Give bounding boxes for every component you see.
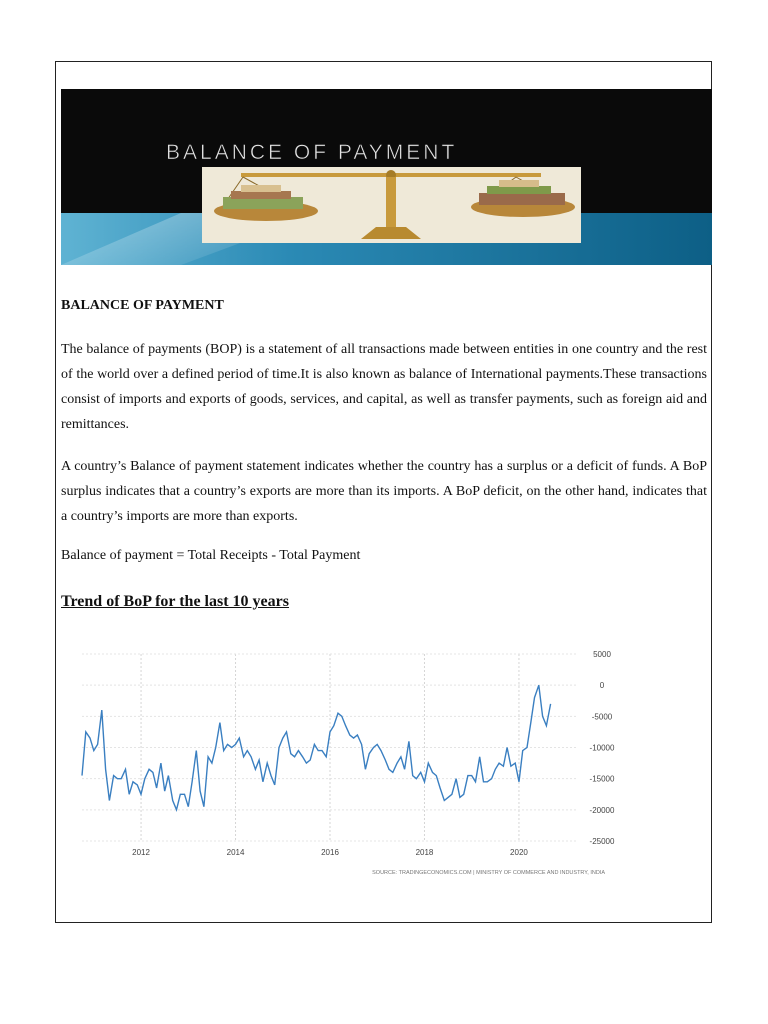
x-tick-label: 2018	[415, 848, 434, 857]
section-heading: BALANCE OF PAYMENT	[61, 298, 224, 313]
formula-text: Balance of payment = Total Receipts - Total Payment	[61, 548, 361, 563]
chart-source: SOURCE: TRADINGECONOMICS.COM | MINISTRY OF COMMERCE AND INDUSTRY, INDIA	[372, 870, 605, 876]
y-tick-label: -5000	[591, 712, 613, 722]
y-tick-label: 5000	[593, 650, 611, 659]
chart-grid	[82, 654, 578, 841]
bop-trend-chart	[74, 642, 634, 878]
x-tick-label: 2020	[510, 848, 528, 857]
x-tick-label: 2012	[132, 848, 150, 857]
paragraph-definition: The balance of payments (BOP) is a statement of all transactions made between entities in one country and the rest of the world over a defined period of time.It is also known as balance of International payments.These transactions consist of imports and exports of goods, services, and capital, as well as transfer payments, such as foreign aid and remittances.	[61, 342, 707, 432]
y-tick-label: -20000	[589, 805, 615, 815]
x-tick-label: 2016	[321, 848, 339, 857]
y-tick-label: -25000	[589, 837, 615, 846]
paragraph-surplus-deficit: A country’s Balance of payment statement indicates whether the country has a surplus or a deficit of funds. A BoP surplus indicates that a country’s exports are more than its imports. A BoP deficit, on the other hand, indicates that a country’s imports are more than exports.	[61, 459, 707, 524]
trend-heading: Trend of BoP for the last 10 years	[61, 593, 289, 610]
y-tick-label: 0	[599, 681, 605, 691]
y-tick-label: -10000	[589, 743, 615, 753]
banner-image	[61, 89, 712, 265]
banner-title: BALANCE OF PAYMENT	[166, 141, 458, 164]
banner-illustration	[61, 89, 712, 265]
y-tick-label: -15000	[589, 774, 615, 784]
x-tick-label: 2014	[226, 848, 245, 857]
chart-axis-labels	[132, 650, 615, 857]
bop-series-line	[82, 685, 551, 810]
